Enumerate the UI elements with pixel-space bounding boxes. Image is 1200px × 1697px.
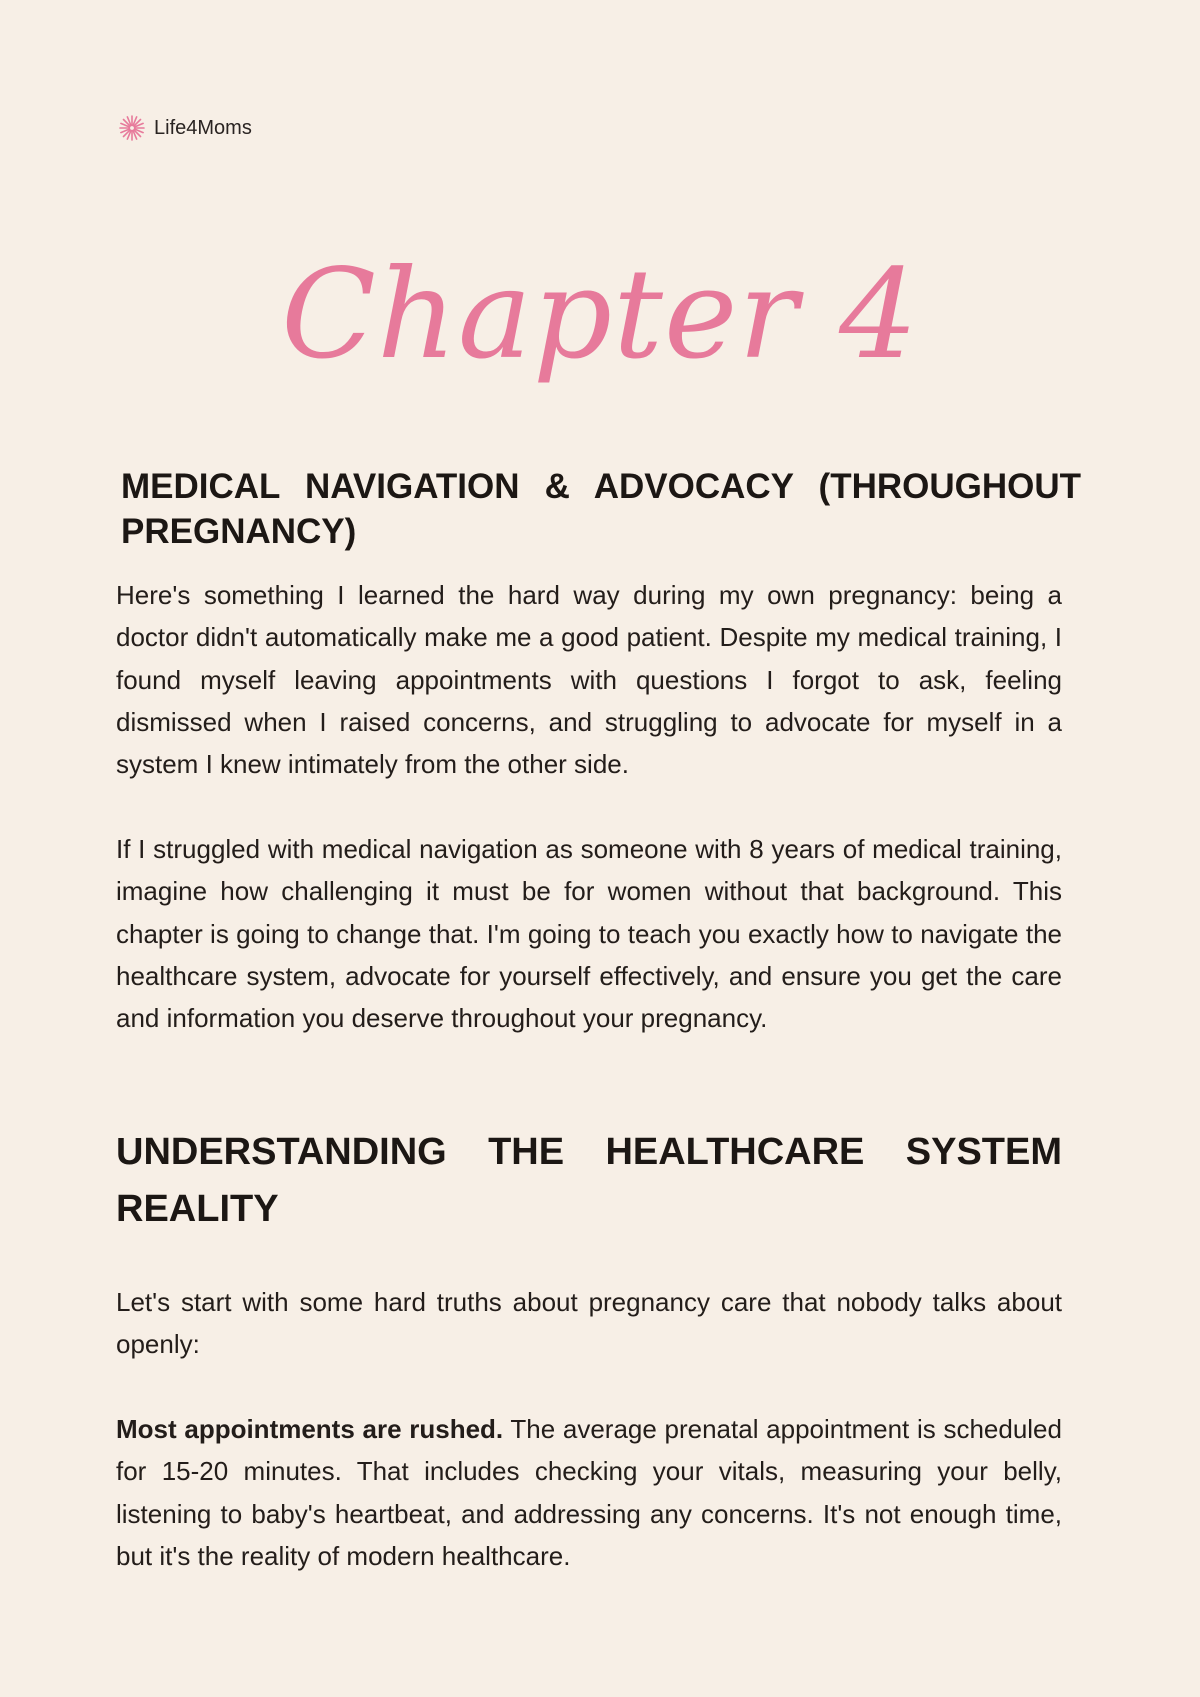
brand-header xyxy=(118,114,252,142)
subsection-intro-paragraph: Let's start with some hard truths about pregnancy care that nobody talks about openly: xyxy=(116,1287,1062,1360)
brand-name: Life4Moms xyxy=(154,116,252,139)
subsection-heading: UNDERSTANDING THE HEALTHCARE SYSTEM REALITY xyxy=(116,1131,1062,1230)
sunburst-icon xyxy=(118,114,146,142)
paragraph-lead: Most appointments are rushed. xyxy=(116,1414,504,1444)
paragraph-body: The average prenatal appointment is scheduled for 15-20 minutes. That includes checking your vitals, measuring your belly, listening to baby's heartbeat, and addressing any concerns. It's not enough time, but it's the reality of modern healthcare. xyxy=(116,1414,1062,1571)
chapter-title: Chapter 4 xyxy=(281,243,919,387)
rushed-appointments-paragraph xyxy=(116,1408,1062,1577)
intro-paragraph: Here's something I learned the hard way during my own pregnancy: being a doctor didn't automatically make me a good patient. Despite my medical training, I found myself leaving appointments with questions I forgot to ask, feeling dismissed when I raised concerns, and struggling to advocate for myself in a system I knew intimately from the other side. xyxy=(116,580,1062,780)
section-heading: MEDICAL NAVIGATION & ADVOCACY (THROUGHOUT PREGNANCY) xyxy=(121,467,1081,551)
chapter-purpose-paragraph: If I struggled with medical navigation as someone with 8 years of medical training, imagine how challenging it must be for women without that background. This chapter is going to change that. I'm going to teach you exactly how to navigate the healthcare system, advocate for yourself effectively, and ensure you get the care and information you deserve throughout your pregnancy. xyxy=(116,834,1062,1034)
